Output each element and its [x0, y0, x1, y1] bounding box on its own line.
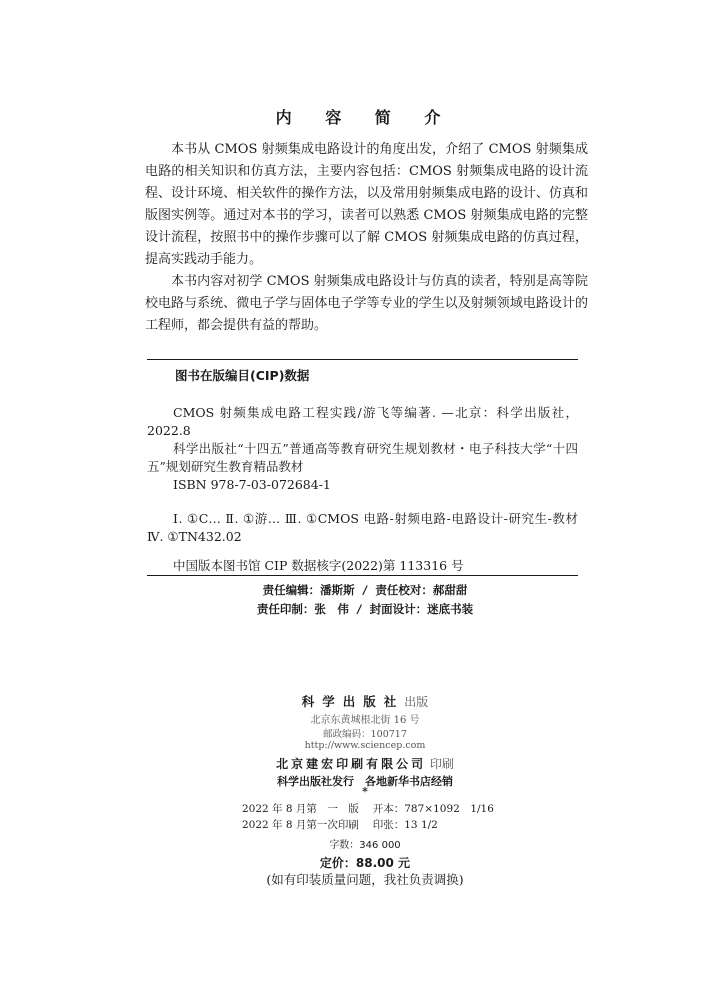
cip-classification: Ⅰ. ①C… Ⅱ. ①游… Ⅲ. ①CMOS 电路-射频电路-电路设计-研究生-教材 Ⅳ. ①TN432.02	[147, 511, 578, 544]
price: 定价：88.00 元	[319, 856, 411, 870]
cip-isbn: ISBN 978-7-03-072684-1	[173, 477, 331, 492]
summary-title: 内 容 简 介	[275, 108, 455, 127]
cip-title: 图书在版编目(CIP)数据	[175, 368, 310, 383]
publisher-suffix: 出版	[404, 695, 429, 709]
summary-paragraph-2: 本书内容对初学 CMOS 射频集成电路设计与仿真的读者，特别是高等院校电路与系统、微电子学与固体电子学等专业的学生以及射频领域电路设计的工程师，都会提供有益的帮助。	[145, 274, 588, 333]
cip-bottom-rule	[147, 575, 578, 576]
cip-entry: CMOS 射频集成电路工程实践/游飞等编著. —北京：科学出版社，2022.8	[147, 405, 578, 438]
printing-line: 2022 年 8 月第一次印刷 印张：13 1/2	[242, 819, 438, 831]
edition-info	[242, 801, 494, 833]
production-credits: 责任印制：张 伟 / 封面设计：迷底书装	[256, 602, 474, 616]
cip-series: 科学出版社“十四五”普通高等教育研究生规划教材・电子科技大学“十四五”规划研究生教育精品教材	[147, 441, 578, 474]
quality-notice: (如有印装质量问题，我社负责调换)	[266, 872, 464, 887]
separator-star: *	[362, 785, 368, 798]
summary-paragraph-1: 本书从 CMOS 射频集成电路设计的角度出发，介绍了 CMOS 射频集成电路的相关知识和仿真方法，主要内容包括：CMOS 射频集成电路的设计流程、设计环境、相关软件的操作方法，以及常用射频集成电路的设计、仿真和版图实例等。通过对本书的学习，读者可以熟悉 CMOS 射频集成电路的完整设计流程，按照书中的操作步骤可以了解 CMOS 射频集成电路的仿真过程，提高实践动手能力。	[145, 142, 588, 267]
printer-suffix: 印刷	[429, 757, 454, 771]
publisher-line	[0, 692, 720, 710]
publisher-address: 北京东黄城根北街 16 号	[310, 715, 420, 726]
printer-name: 北京建宏印刷有限公司	[276, 757, 427, 771]
edition-line: 2022 年 8 月第 一 版 开本：787×1092 1/16	[242, 803, 494, 815]
cip-record	[147, 404, 578, 546]
word-count: 字数：346 000	[329, 840, 401, 851]
editor-credits: 责任编辑：潘斯斯 / 责任校对：郝甜甜	[262, 583, 468, 597]
summary-body	[145, 139, 588, 337]
cip-number: 中国版本图书馆 CIP 数据核字(2022)第 113316 号	[173, 558, 464, 573]
distribution-line: 科学出版社发行 各地新华书店经销	[277, 775, 453, 788]
cip-top-rule	[147, 359, 578, 360]
publisher-postcode: 邮政编码：100717	[323, 729, 407, 740]
publisher-website: http://www.sciencep.com	[304, 740, 426, 751]
publisher-name: 科学出版社	[301, 694, 405, 709]
printer-line	[0, 755, 720, 772]
